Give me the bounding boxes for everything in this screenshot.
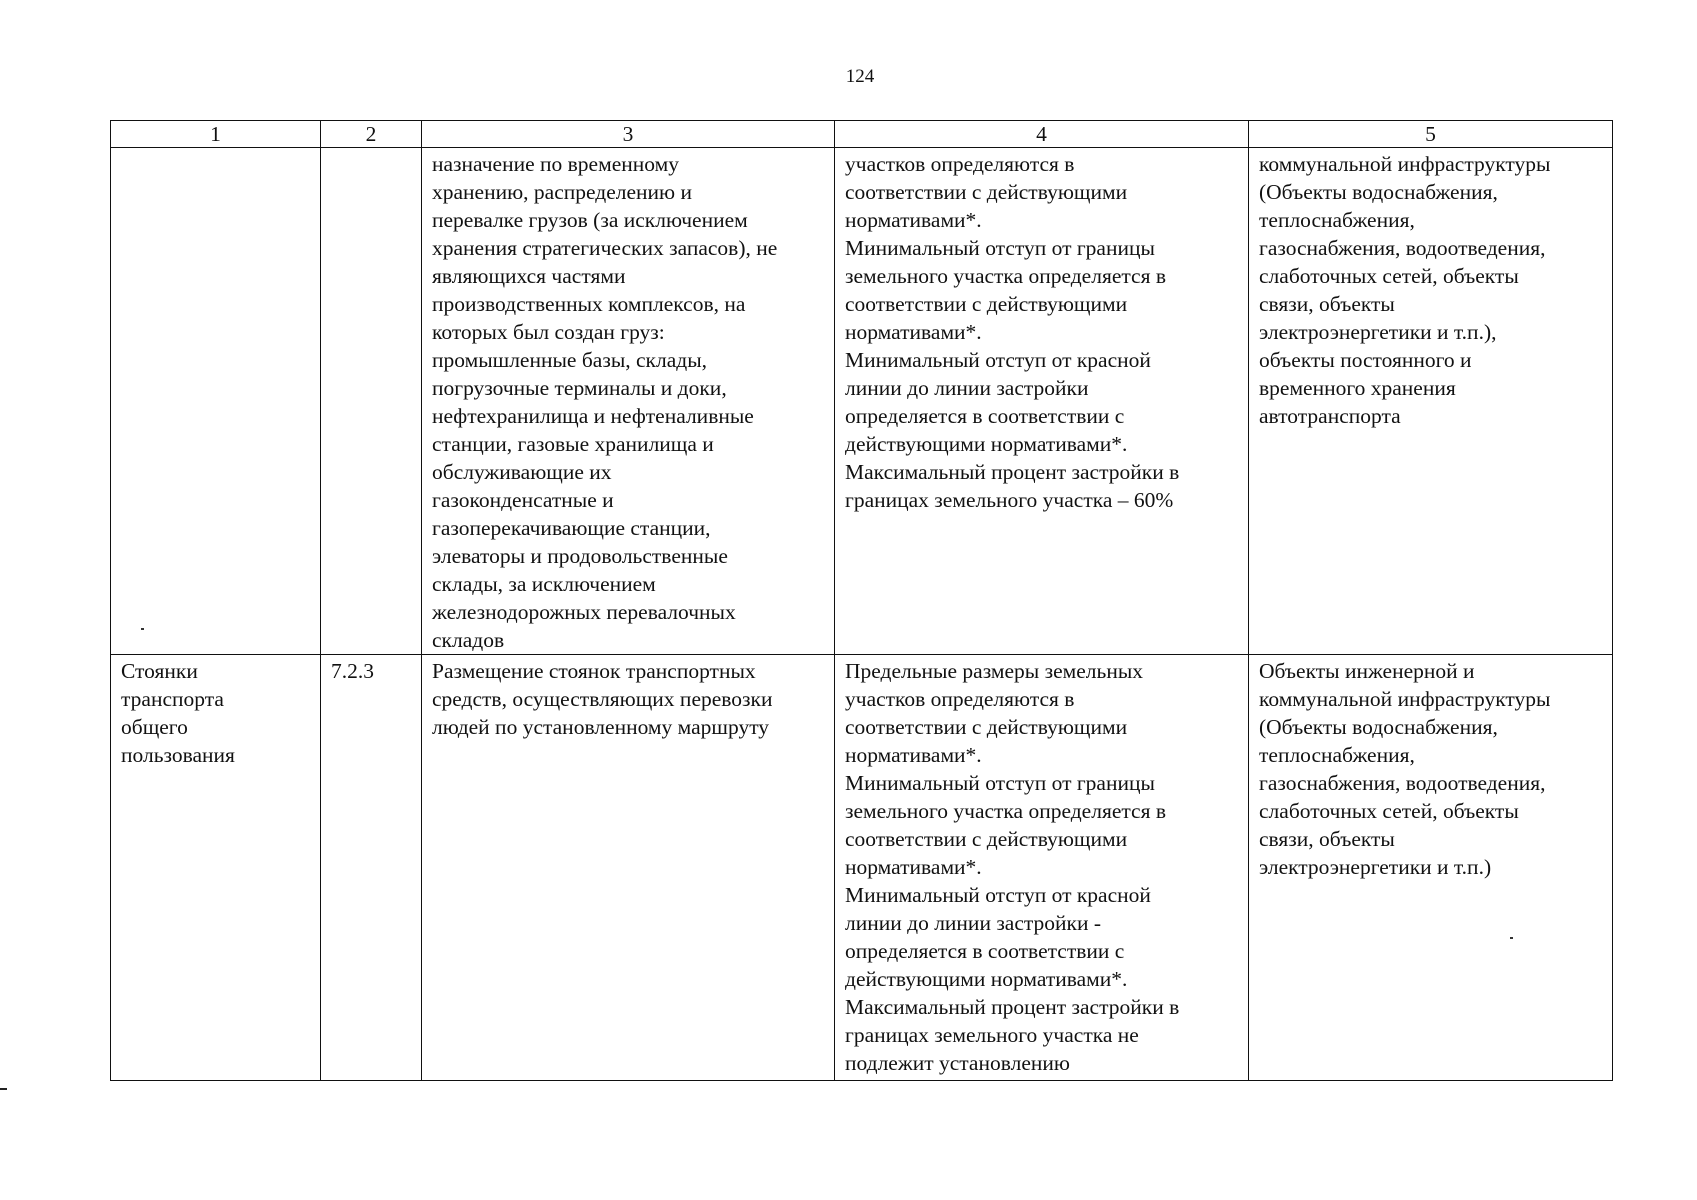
column-header-2: 2 xyxy=(321,121,422,148)
land-use-code-cell xyxy=(321,148,422,655)
building-parameters-cell: участков определяются в соответствии с действующими нормативами*. Минимальный отступ от границы земельного участка определяется в соответствии с действующими нормативами*. Минимальный отступ от красной линии до линии застройки определяется в соответствии с действующими нормативами*. Максимальный процент застройки в границах земельного участка – 60% xyxy=(835,148,1249,655)
scan-speck xyxy=(1510,937,1513,939)
auxiliary-uses-cell: коммунальной инфраструктуры (Объекты водоснабжения, теплоснабжения, газоснабжения, водоотведения, слаботочных сетей, объекты связи, объекты электроэнергетики и т.п.), объекты постоянного и временного хранения автотранспорта xyxy=(1249,148,1613,655)
column-header-1: 1 xyxy=(111,121,321,148)
land-use-type-cell: Стоянки транспорта общего пользования xyxy=(111,655,321,1081)
land-use-description-cell: Размещение стоянок транспортных средств, осуществляющих перевозки людей по установленному маршруту xyxy=(422,655,835,1081)
table-header-row xyxy=(111,121,1613,148)
table-row xyxy=(111,148,1613,655)
land-use-type-cell xyxy=(111,148,321,655)
column-header-3: 3 xyxy=(422,121,835,148)
auxiliary-uses-cell: Объекты инженерной и коммунальной инфраструктуры (Объекты водоснабжения, теплоснабжения, газоснабжения, водоотведения, слаботочных сетей, объекты связи, объекты электроэнергетики и т.п.) xyxy=(1249,655,1613,1081)
building-parameters-cell: Предельные размеры земельных участков определяются в соответствии с действующими нормативами*. Минимальный отступ от границы земельного участка определяется в соответствии с действующими нормативами*. Минимальный отступ от красной линии до линии застройки - определяется в соответствии с действующими нормативами*. Максимальный процент застройки в границах земельного участка не подлежит установлению xyxy=(835,655,1249,1081)
zoning-regulations-table xyxy=(110,120,1613,1081)
column-header-5: 5 xyxy=(1249,121,1613,148)
column-header-4: 4 xyxy=(835,121,1249,148)
scan-speck xyxy=(141,628,144,630)
scan-edge-mark xyxy=(0,1088,7,1090)
land-use-code-cell: 7.2.3 xyxy=(321,655,422,1081)
page-number: 124 xyxy=(845,66,875,87)
land-use-description-cell: назначение по временному хранению, распределению и перевалке грузов (за исключением хранения стратегических запасов), не являющихся частями производственных комплексов, на которых был создан груз: промышленные базы, склады, погрузочные терминалы и доки, нефтехранилища и нефтеналивные станции, газовые хранилища и обслуживающие их газоконденсатные и газоперекачивающие станции, элеваторы и продовольственные склады, за исключением железнодорожных перевалочных складов xyxy=(422,148,835,655)
table-row xyxy=(111,655,1613,1081)
